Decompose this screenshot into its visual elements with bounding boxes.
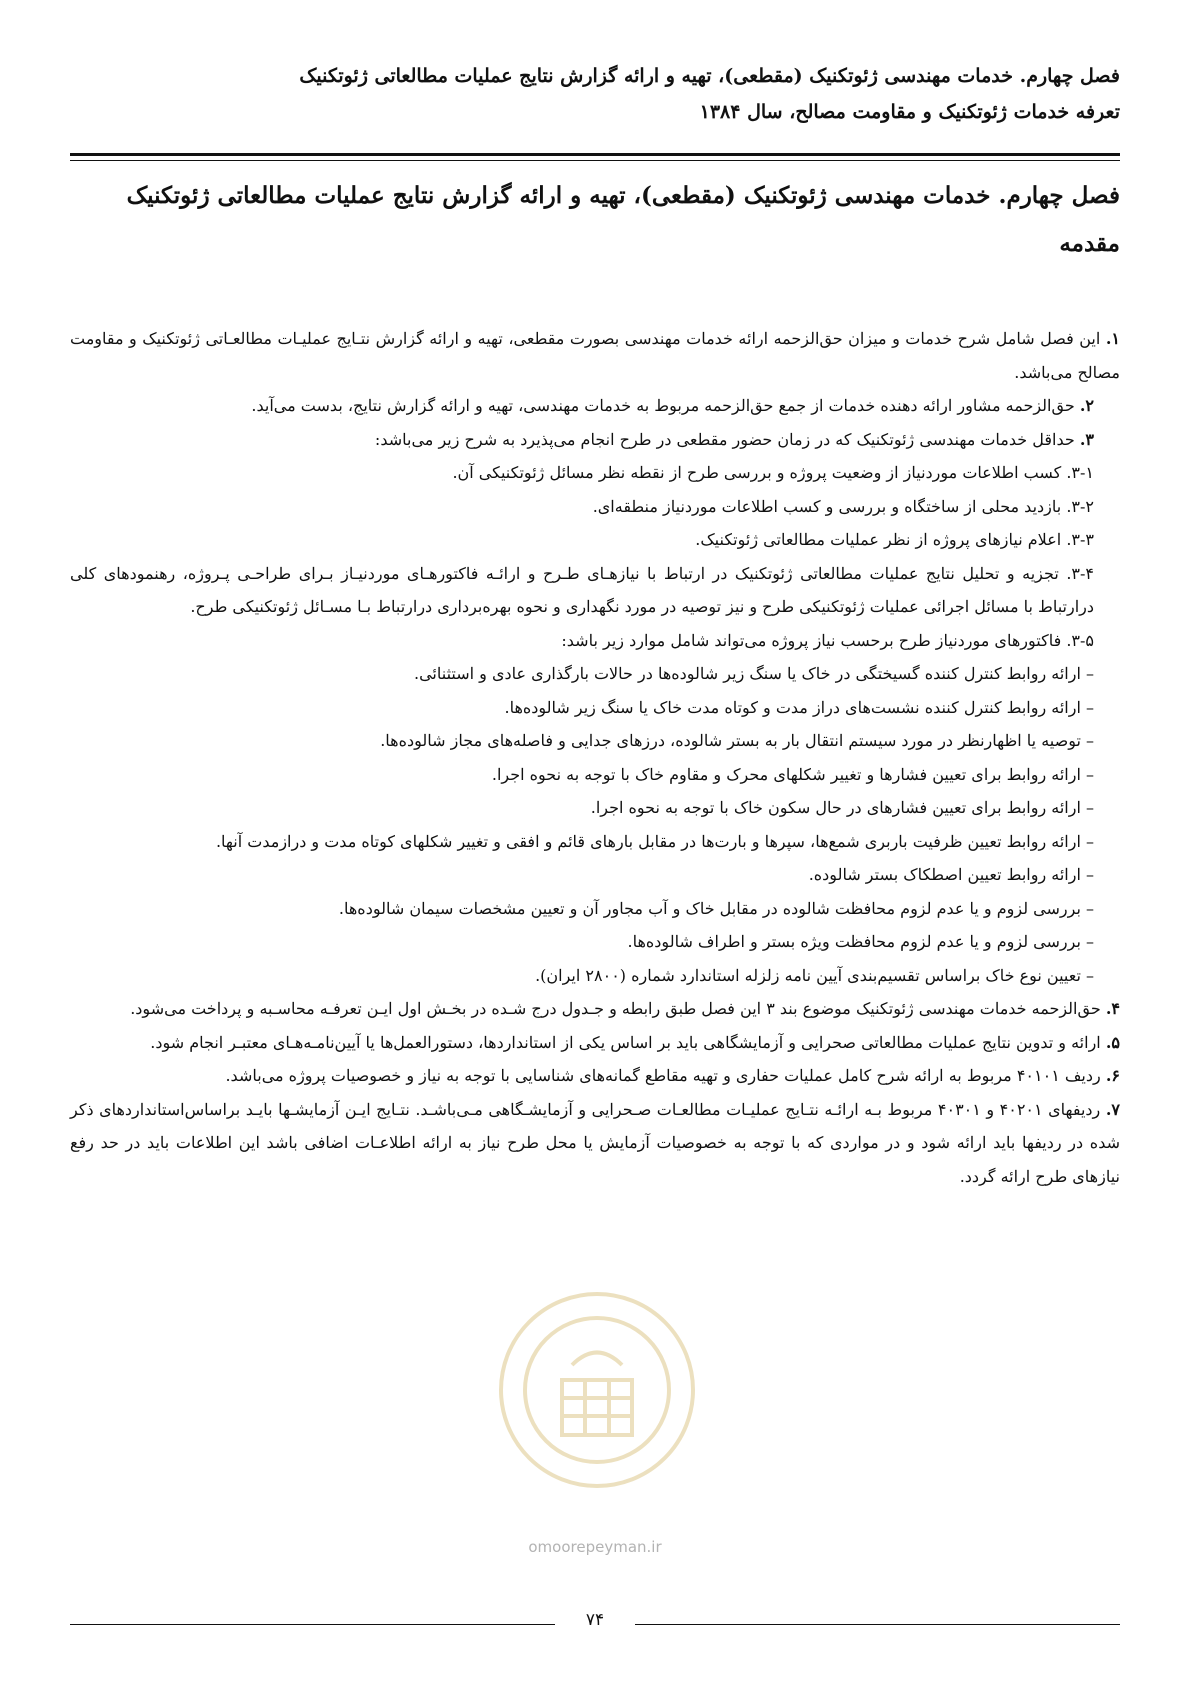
paragraph-text: حق‌الزحمه خدمات مهندسی ژئوتکنیک موضوع بند ۳ این فصل طبق رابطه و جـدول درج شـده در بخـش اول ایـن تعرفـه محاسـبه و پرداخت می‌شود.	[130, 999, 1101, 1018]
bullet-item: – ارائه روابط تعیین اصطکاک بستر شالوده.	[808, 865, 1094, 884]
bullet-item: – ارائه روابط کنترل کننده گسیختگی در خاک یا سنگ زیر شالوده‌ها در حالات بارگذاری عادی و استثنائی.	[414, 664, 1094, 683]
paragraph-2	[70, 389, 1120, 423]
paragraph-text: حداقل خدمات مهندسی ژئوتکنیک که در زمان حضور مقطعی در طرح انجام می‌پذیرد به شرح زیر می‌باشد:	[374, 429, 1075, 449]
subitem-number: ۳-۴.	[1066, 563, 1094, 583]
subitem-3-1	[70, 456, 1120, 490]
bullet-item: – تعیین نوع خاک براساس تقسیم‌بندی آیین نامه زلزله استاندارد شماره (۲۸۰۰ ایران).	[535, 965, 1094, 985]
paragraph-number: ۶.	[1105, 1066, 1120, 1085]
bullet-item: – ارائه روابط کنترل کننده نشست‌های دراز مدت و کوتاه مدت خاک یا سنگ زیر شالوده‌ها.	[504, 697, 1094, 717]
paragraph-7	[70, 1093, 1120, 1194]
subitem-3-4	[70, 557, 1120, 624]
paragraph-number: ۳.	[1079, 429, 1094, 449]
paragraph-text: این فصل شامل شرح خدمات و میزان حق‌الزحمه ارائه خدمات مهندسی بصورت مقطعی، تهیه و ارائه گزارش نتـایج عملیـات مطالعـاتی ژئوتکنیک و مقاومت مصالح می‌باشد.	[70, 329, 1120, 382]
running-header	[70, 58, 1120, 130]
subitem-text: اعلام نیازهای پروژه از نظر عملیات مطالعاتی ژئوتکنیک.	[695, 530, 1062, 549]
chapter-title: فصل چهارم. خدمات مهندسی ژئوتکنیک (مقطعی)، تهیه و ارائه گزارش نتایج عملیات مطالعاتی ژئوتکنیک	[126, 182, 1120, 209]
paragraph-text: ارائه و تدوین نتایج عملیات مطالعاتی صحرایی و آزمایشگاهی باید بر اساس یکی از استانداردها، دستورالعمل‌ها یا آیین‌نامـه‌هـای معتبـر انجام شود.	[150, 1032, 1101, 1052]
paragraph-number: ۴.	[1105, 999, 1120, 1018]
running-header-doc-title: تعرفه خدمات ژئوتکنیک و مقاومت مصالح، سال ۱۳۸۴	[699, 101, 1120, 123]
paragraph-number: ۱.	[1105, 329, 1120, 348]
subitem-text: فاکتورهای موردنیاز طرح برحسب نیاز پروژه می‌تواند شامل موارد زیر باشد:	[561, 630, 1062, 650]
subitem-number: ۳-۲.	[1066, 496, 1094, 516]
paragraph-1	[70, 322, 1120, 389]
paragraph-5	[70, 1026, 1120, 1060]
subitem-3-3	[70, 523, 1120, 557]
page-footer	[70, 1610, 1120, 1640]
body-text	[70, 322, 1120, 1193]
bullet-item: – ارائه روابط برای تعیین فشارها و تغییر شکلهای محرک و مقاوم خاک با توجه به نحوه اجرا.	[491, 764, 1094, 784]
bullet-item: – توصیه یا اظهارنظر در مورد سیستم انتقال بار به بستر شالوده، درزهای جدایی و فاصله‌های مجاز شالوده‌ها.	[380, 731, 1094, 750]
bullet-item: – بررسی لزوم و یا عدم لزوم محافظت ویژه بستر و اطراف شالوده‌ها.	[627, 932, 1094, 951]
section-title-intro: مقدمه	[1059, 230, 1120, 257]
watermark-seal-icon	[492, 1285, 702, 1495]
paragraph-number: ۵.	[1105, 1032, 1120, 1052]
subitem-number: ۳-۳.	[1066, 530, 1094, 549]
subitem-text: بازدید محلی از ساختگاه و بررسی و کسب اطلاعات موردنیاز منطقه‌ای.	[592, 496, 1062, 516]
bullet-item: – بررسی لزوم و یا عدم لزوم محافظت شالوده در مقابل خاک و آب مجاور آن و تعیین مشخصات سیمان شالوده‌ها.	[338, 898, 1094, 918]
paragraph-4	[70, 992, 1120, 1026]
paragraph-text: ردیف ۴۰۱۰۱ مربوط به ارائه شرح کامل عملیات حفاری و تهیه مقاطع گمانه‌های شناسایی با توجه به نیاز و خصوصیات پروژه می‌باشد.	[225, 1066, 1101, 1085]
header-divider-thin	[70, 160, 1120, 161]
subitem-3-5	[70, 624, 1120, 658]
chapter-heading	[70, 172, 1120, 268]
subitem-text: کسب اطلاعات موردنیاز از وضعیت پروژه و بررسی طرح از نقطه نظر مسائل ژئوتکنیکی آن.	[452, 463, 1062, 482]
paragraph-number: ۲.	[1079, 396, 1094, 415]
bullet-item: – ارائه روابط برای تعیین فشارهای در حال سکون خاک با توجه به نحوه اجرا.	[590, 798, 1094, 817]
paragraph-text: حق‌الزحمه مشاور ارائه دهنده خدمات از جمع حق‌الزحمه مربوط به خدمات مهندسی، تهیه و ارائه گزارش نتایج، بدست می‌آید.	[251, 396, 1075, 415]
bullet-item: – ارائه روابط تعیین ظرفیت باربری شمع‌ها، سپرها و بارت‌ها در مقابل بارهای قائم و افقی و تغییر شکلهای کوتاه مدت و درازمدت آنها.	[215, 831, 1094, 851]
paragraph-6	[70, 1059, 1120, 1093]
subitem-number: ۳-۱.	[1066, 463, 1094, 482]
paragraph-3	[70, 423, 1120, 457]
paragraph-number: ۷.	[1105, 1099, 1120, 1119]
header-divider-thick	[70, 153, 1120, 156]
subitem-3-2	[70, 490, 1120, 524]
subitem-text: تجزیه و تحلیل نتایج عملیات مطالعاتی ژئوتکنیک در ارتباط با نیازهـای طـرح و ارائـه فاکتورهـای موردنیـاز بـرای طراحـی پـروژه، رهنمودهای کلی درارتباط با مسائل اجرائی عملیات ژئوتکنیکی طرح و نیز توصیه در مورد نگهداری و نحوه بهره‌برداری درارتباط بـا مسـائل ژئوتکنیکی طرح.	[70, 563, 1094, 616]
page-number: ۷۴	[585, 1610, 605, 1630]
paragraph-text: ردیفهای ۴۰۲۰۱ و ۴۰۳۰۱ مربوط بـه ارائـه نتـایج عملیـات مطالعـات صـحرایی و آزمایشـگاهی مـی‌باشـد. نتـایج ایـن آزمایشـها بایـد براساس‌استانداردهای ذکر شده در ردیفها باید ارائه شود و در مواردی که با توجه به خصوصیات آزمایش یا محل طرح نیاز به ارائه اطلاعـات اضافی باشد این اطلاعات باید در حد رفع نیازهای طرح ارائه گردد.	[70, 1099, 1120, 1186]
watermark-url: omoorepeyman.ir	[528, 1538, 662, 1556]
running-header-chapter: فصل چهارم. خدمات مهندسی ژئوتکنیک (مقطعی)، تهیه و ارائه گزارش نتایج عملیات مطالعاتی ژئوتکنیک	[299, 65, 1120, 87]
subitem-number: ۳-۵.	[1066, 630, 1094, 650]
footer-rule-right	[635, 1624, 1120, 1625]
